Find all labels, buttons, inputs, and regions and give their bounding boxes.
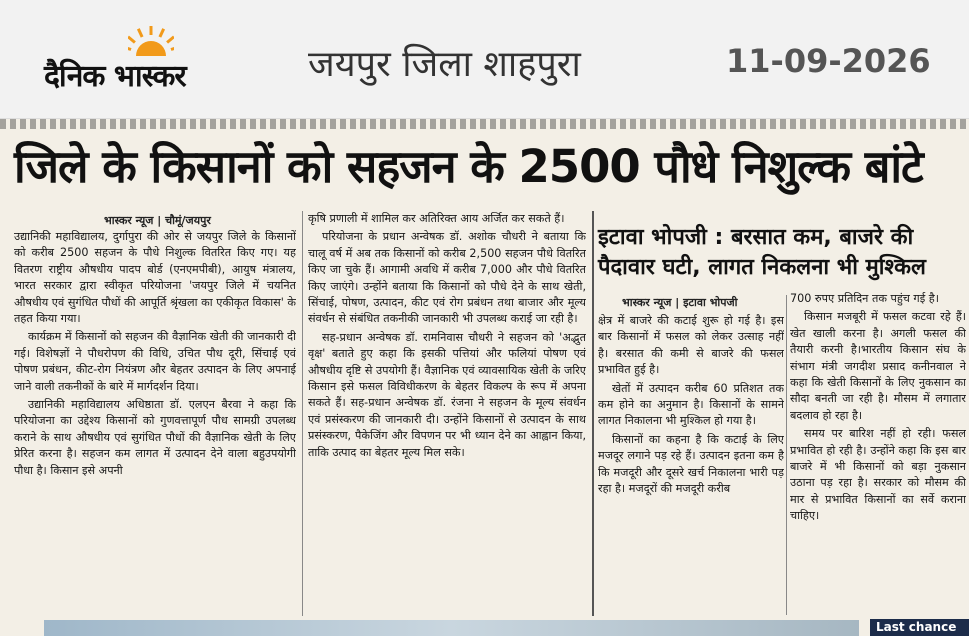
- article1-paragraph: कार्यक्रम में किसानों को सहजन की वैज्ञानिक खेती की जानकारी दी गई। विशेषज्ञों ने पौधरोपण की विधि, उचित पौध दूरी, सिंचाई एवं पोषण प्रबंधन, कीट-रोग नियंत्रण और बेहतर उत्पादन के लिए अपनाई जाने वाली तकनीकों के बारे में मार्गदर्शन दिया।: [14, 330, 296, 393]
- article2-paragraph: समय पर बारिश नहीं हो रही। फसल प्रभावित हो रही है। उन्होंने कहा कि इस बार बाजरे में भी किसानों को बड़ा नुकसान उठाना पड़ रहा है। सरकार को मौसम की मार से प्रभावित किसानों का सर्वे कराना चाहिए।: [790, 427, 966, 523]
- column-divider: [302, 211, 303, 616]
- dainik-bhaskar-logo[interactable]: [44, 26, 254, 98]
- section-divider: [592, 211, 594, 616]
- page-header: [0, 0, 969, 119]
- article1-paragraph: कृषि प्रणाली में शामिल कर अतिरिक्त आय अर्जित कर सकते हैं।: [308, 212, 565, 225]
- ad-banner-image[interactable]: [44, 620, 859, 636]
- article2-byline: भास्कर न्यूज | इटावा भोपजी: [622, 296, 738, 309]
- article1-column-1: [14, 229, 296, 617]
- article2-headline-line: इटावा भोपजी : बरसात कम, बाजरे की: [598, 225, 914, 250]
- column-divider: [786, 295, 787, 615]
- location-title: जयपुर जिला शाहपुरा: [308, 44, 581, 85]
- article2-headline-line: पैदावार घटी, लागत निकलना भी मुश्किल: [598, 255, 926, 280]
- article2-paragraph: किसानों का कहना है कि कटाई के लिए मजदूर लगाने पड़ रहे हैं। उत्पादन इतना कम है कि मजदूरी और दूसरे खर्च निकालना भारी पड़ रहा है। मजदूरों की मजदूरी करीब: [598, 432, 784, 496]
- article1-headline: जिले के किसानों को सहजन के 2500 पौधे निशुल्क बांटे: [14, 140, 923, 193]
- article2-headline: [598, 223, 926, 283]
- logo-text: दैनिक भास्कर: [44, 59, 186, 94]
- edition-date: 11-09-2026: [726, 42, 931, 80]
- article2-column-2: [790, 291, 966, 617]
- article1-column-2: [308, 211, 586, 617]
- cut-text-strip: [0, 119, 969, 129]
- article1-paragraph: परियोजना के प्रधान अन्वेषक डॉ. अशोक चौधरी ने बताया कि चालू वर्ष में अब तक किसानों को करीब 2,500 सहजन पौधे वितरित किए जा चुके हैं। आगामी अवधि में करीब 7,000 और पौधे वितरित किए जाएंगे। उन्होंने बताया कि किसानों को पौधे देने के साथ खेती, सिंचाई, पोषण, उत्पादन, कीट एवं रोग प्रबंधन तथा बाजार और मूल्य संवर्धन से संबंधित तकनीकी जानकारी भी उपलब्ध कराई जा रही है।: [308, 230, 586, 326]
- article2-paragraph: खेतों में उत्पादन करीब 60 प्रतिशत तक कम होने का अनुमान है। किसानों के सामने लागत निकालना भी मुश्किल हो गया है।: [598, 381, 784, 428]
- article1-byline: भास्कर न्यूज | चौमूं/जयपुर: [104, 214, 211, 227]
- last-chance-tag[interactable]: Last chance: [870, 619, 969, 636]
- article1-paragraph: उद्यानिकी महाविद्यालय अधिष्ठाता डॉ. एलएन बैरवा ने कहा कि परियोजना का उद्देश्य किसानों को गुणवत्तापूर्ण पौध सामग्री उपलब्ध कराने के साथ औषधीय एवं सुगंधित पौधों की वैज्ञानिक खेती के लिए प्रेरित करना है। सहजन कम लागत में उत्पादन देने वाला बहुउपयोगी पौधा है। किसान इसे अपनी: [14, 398, 296, 477]
- article2-paragraph: क्षेत्र में बाजरे की कटाई शुरू हो गई है। इस बार किसानों में फसल को लेकर उत्साह नहीं है। बरसात की कमी से बाजरे की फसल प्रभावित हुई है।: [598, 314, 784, 377]
- newspaper-clipping: [0, 119, 969, 636]
- article1-paragraph: उद्यानिकी महाविद्यालय, दुर्गापुरा की ओर से जयपुर जिले के किसानों को करीब 2500 सहजन के पौधे निशुल्क वितरित किए गए। यह वितरण राष्ट्रीय औषधीय पादप बोर्ड (एनएमपीबी), आयुष मंत्रालय, भारत सरकार द्वारा स्वीकृत परियोजना 'जयपुर जिले में चयनित औषधीय एवं सुगंधित पौधों की आपूर्ति श्रृंखला का एकीकृत विकास' के तहत किया गया।: [14, 230, 296, 326]
- article1-paragraph: सह-प्रधान अन्वेषक डॉ. रामनिवास चौधरी ने सहजन को 'अद्भुत वृक्ष' बताते हुए कहा कि इसकी पत्तियां और फलियां पोषण एवं औषधीय दृष्टि से उपयोगी हैं। वैज्ञानिक एवं व्यावसायिक खेती के जरिए किसान इसे फसल विविधीकरण के बेहतर विकल्प के रूप में अपना सकते हैं। सह-प्रधान अन्वेषक डॉ. रंजना ने सहजन के मूल्य संवर्धन एवं प्रसंस्करण की जानकारी दी। उन्होंने किसानों से उत्पादन के साथ प्रसंस्करण, पैकेजिंग और विपणन पर भी ध्यान देने का आह्वान किया, ताकि उत्पाद का बेहतर मूल्य मिल सके।: [308, 330, 586, 459]
- sun-icon: [128, 26, 174, 56]
- article2-paragraph: 700 रुपए प्रतिदिन तक पहुंच गई है।: [790, 292, 939, 305]
- article2-column-1: [598, 313, 784, 617]
- article2-paragraph: किसान मजबूरी में फसल कटवा रहे हैं। खेत खाली करना है। अगली फसल की तैयारी करनी है।भारतीय किसान संघ के संभाग मंत्री जगदीश प्रसाद कनीनवाल ने कहा कि खेती किसानों के लिए नुकसान का सौदा बनती जा रही है। मौसम में लगातार बदलाव हो रहा है।: [790, 310, 966, 422]
